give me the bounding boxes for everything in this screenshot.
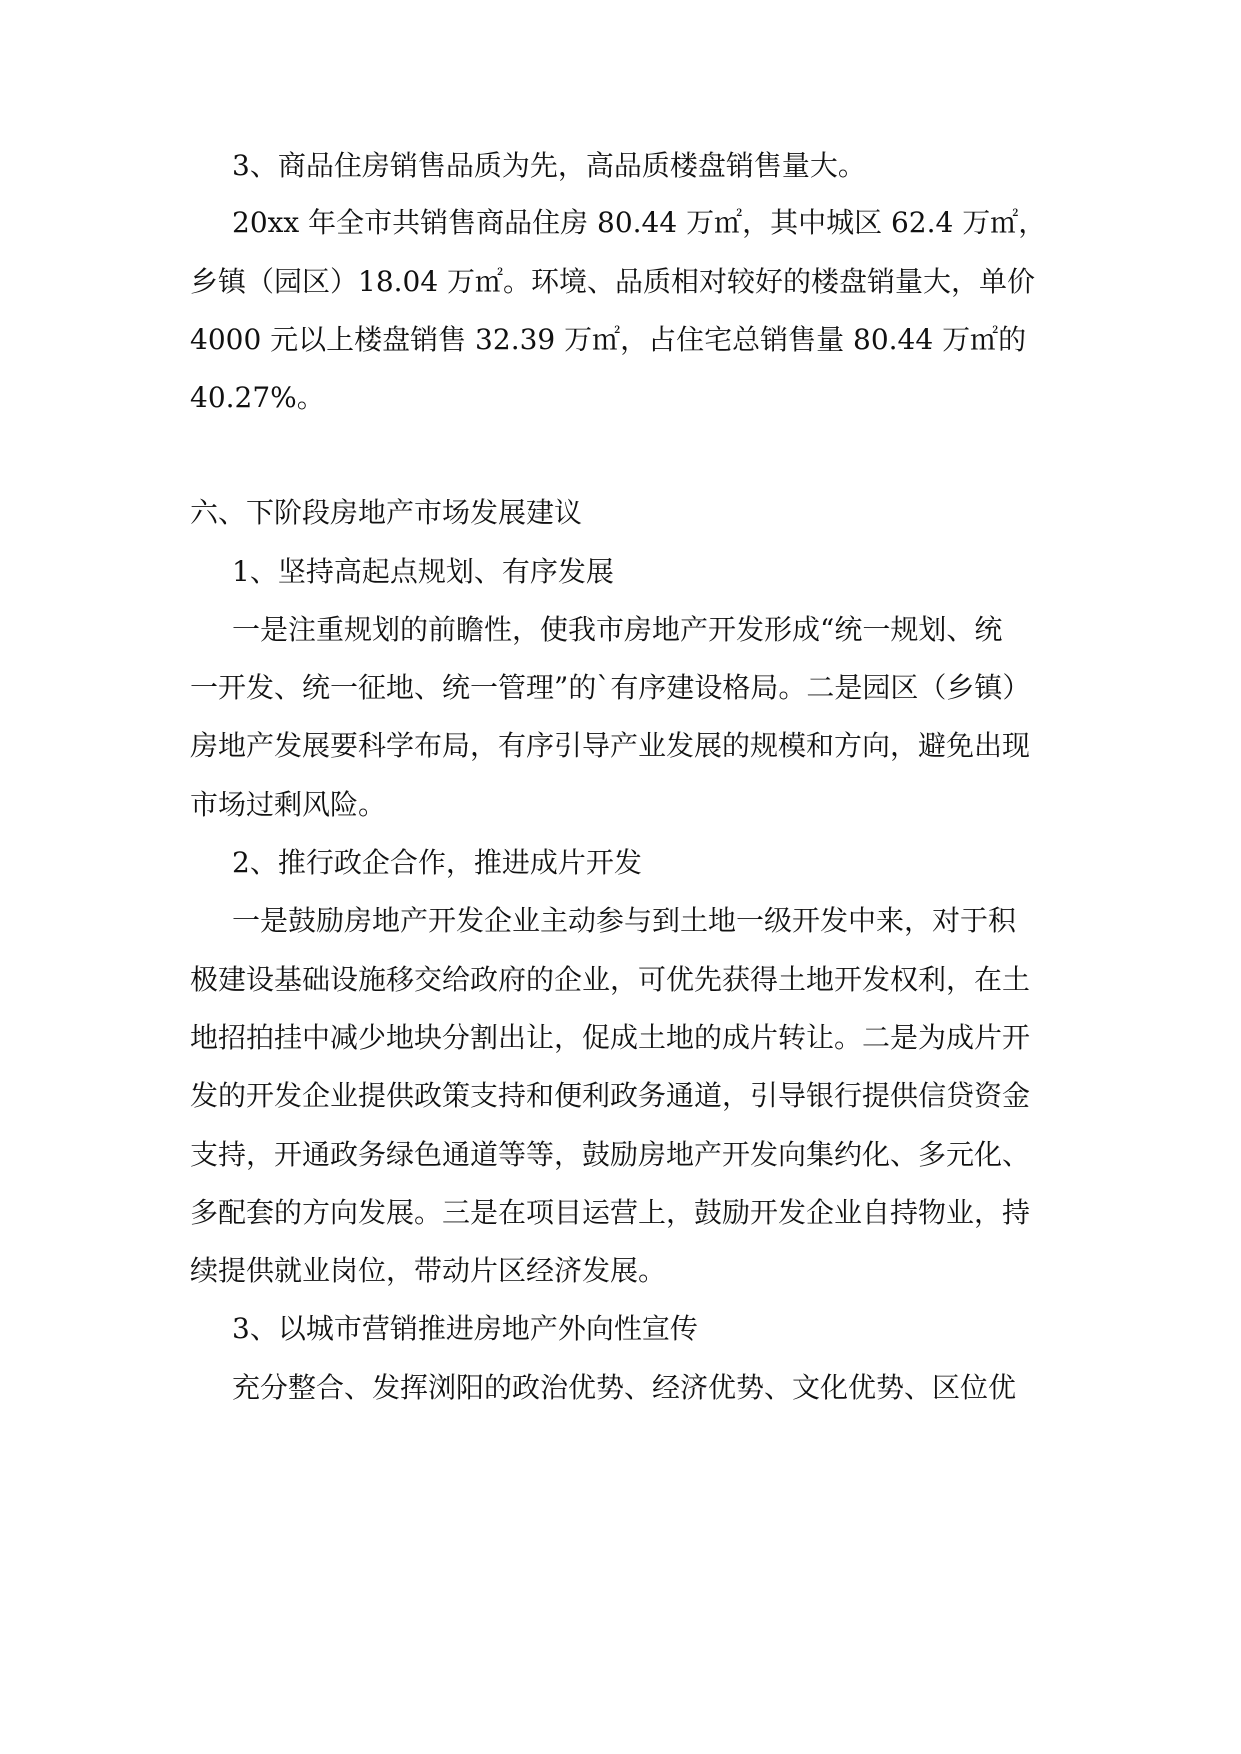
paragraph-line: 乡镇（园区）18.04 万㎡。环境、品质相对较好的楼盘销量大，单价 [190,265,1036,298]
paragraph-line: 房地产发展要科学布局，有序引导产业发展的规模和方向，避免出现 [190,729,1031,762]
subheading-1-planning: 1、坚持高起点规划、有序发展 [232,555,614,588]
paragraph-line: 市场过剩风险。 [190,788,387,821]
paragraph-line: 多配套的方向发展。三是在项目运营上，鼓励开发企业自持物业，持 [190,1196,1031,1229]
paragraph-line: 续提供就业岗位，带动片区经济发展。 [190,1254,667,1287]
subheading-3-city-marketing: 3、以城市营销推进房地产外向性宣传 [232,1312,698,1345]
paragraph-line: 一是注重规划的前瞻性，使我市房地产开发形成“统一规划、统 [232,613,1003,646]
paragraph-line: 40.27%。 [190,381,325,414]
section-heading-6: 六、下阶段房地产市场发展建议 [190,496,583,529]
paragraph-line: 一是鼓励房地产开发企业主动参与到土地一级开发中来，对于积 [232,904,1017,937]
subheading-2-cooperation: 2、推行政企合作，推进成片开发 [232,846,642,879]
paragraph-line: 支持，开通政务绿色通道等等，鼓励房地产开发向集约化、多元化、 [190,1138,1031,1171]
paragraph-line: 极建设基础设施移交给政府的企业，可优先获得土地开发权利，在土 [190,963,1031,996]
paragraph-line: 一开发、统一征地、统一管理”的`有序建设格局。二是园区（乡镇） [190,671,1031,704]
paragraph-line: 20xx 年全市共销售商品住房 80.44 万㎡，其中城区 62.4 万㎡， [232,206,1047,239]
paragraph-line: 充分整合、发挥浏阳的政治优势、经济优势、文化优势、区位优 [232,1371,1017,1404]
paragraph-line: 4000 元以上楼盘销售 32.39 万㎡，占住宅总销售量 80.44 万㎡的 [190,323,1027,356]
subheading-3-sales-quality: 3、商品住房销售品质为先，高品质楼盘销售量大。 [232,149,866,182]
paragraph-line: 发的开发企业提供政策支持和便利政务通道，引导银行提供信贷资金 [190,1079,1031,1112]
paragraph-line: 地招拍挂中减少地块分割出让，促成土地的成片转让。二是为成片开 [190,1021,1031,1054]
